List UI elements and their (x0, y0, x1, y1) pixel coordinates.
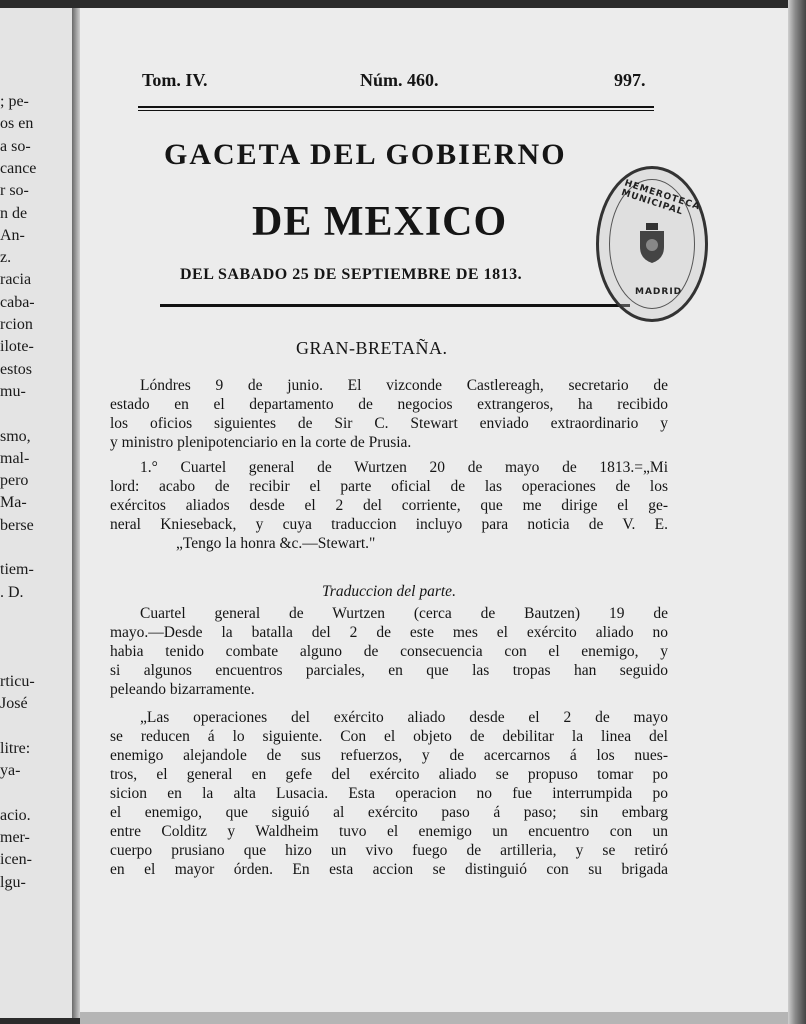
text-line: peleando bizarramente. (110, 681, 255, 698)
header-rule-bottom (138, 110, 654, 111)
left-page-fragment: os en (0, 115, 34, 133)
text-line: sicion en la alta Lusacia. Esta operacion no fue interrumpida po (110, 785, 668, 802)
left-page-fragment: ; pe- (0, 93, 29, 110)
text-line: Cuartel general de Wurtzen (cerca de Bautzen) 19 de (140, 605, 668, 622)
text-line: exércitos aliados desde el 2 del corriente, que me dirige el ge- (110, 497, 668, 514)
bottom-page-edge (80, 1012, 788, 1024)
left-page-fragment: . D. (0, 583, 24, 601)
masthead-dateline: DEL SABADO 25 DE SEPTIEMBRE DE 1813. (180, 266, 523, 283)
left-page-fragment: rticu- (0, 672, 35, 690)
subtitle: Traduccion del parte. (322, 583, 456, 600)
gazette-page (80, 8, 788, 1012)
left-page-fragment: racia (0, 271, 32, 289)
stamp-top-text: HEMEROTECA MUNICIPAL (619, 178, 702, 218)
left-page-fragment: cance (0, 159, 37, 177)
left-page-fragment: smo, (0, 427, 31, 445)
section-title: GRAN-BRETAÑA. (296, 338, 448, 358)
left-page-fragment: pero (0, 472, 29, 490)
masthead-rule (160, 304, 630, 307)
library-stamp (596, 166, 708, 322)
paragraph-3 (110, 604, 668, 699)
text-line: „Tengo la honra &c.—Stewart." (176, 535, 376, 552)
text-line: 1.° Cuartel general de Wurtzen 20 de mayo de 1813.=„Mi (140, 459, 668, 476)
left-page-fragment: a so- (0, 137, 31, 155)
text-line: los oficios siguientes de Sir C. Stewart enviado extraordinario y (110, 415, 668, 432)
text-line: tros, el general en gefe del exército aliado se propuso tomar po (110, 766, 668, 783)
issue-number: Núm. 460. (360, 70, 439, 90)
left-page-fragment: ilote- (0, 338, 34, 356)
text-line: en el mayor órden. En esta accion se distinguió con su brigada (110, 861, 668, 878)
text-line: el enemigo, que siguió al exército paso á paso; sin embarg (110, 804, 668, 821)
left-page-fragment: n de (0, 204, 28, 222)
left-page-fragment: rcion (0, 316, 33, 333)
paragraph-2 (110, 458, 668, 553)
stamp-bottom-text: MADRID (635, 287, 683, 297)
text-line: si algunos encuentros parciales, en que las tropas han seguido (110, 662, 668, 679)
left-page-fragment: tiem- (0, 561, 34, 579)
paragraph-1 (110, 376, 668, 452)
left-page-fragment: Ma- (0, 494, 27, 512)
text-line: y ministro plenipotenciario en la corte de Prusia. (110, 434, 412, 451)
left-page-fragment: mal- (0, 449, 30, 467)
left-page-fragment: icen- (0, 851, 32, 869)
left-page-fragment: estos (0, 360, 32, 378)
coat-of-arms-icon (632, 221, 672, 265)
left-page-fragment: mu- (0, 382, 26, 400)
text-line: Lóndres 9 de junio. El vizconde Castlereagh, secretario de (140, 377, 668, 394)
left-page-fragment: acio. (0, 806, 31, 824)
right-page-edge (788, 0, 806, 1024)
subtitle-block (110, 582, 668, 601)
left-page-fragment: z. (0, 249, 12, 267)
paragraph-4 (110, 708, 668, 879)
text-line: habia tenido combate alguno de consecuencia con el enemigo, y (110, 643, 668, 660)
header-rule-top (138, 106, 654, 108)
volume-number: Tom. IV. (142, 70, 208, 90)
left-page-fragment: r so- (0, 182, 29, 200)
left-page-fragment: litre: (0, 739, 31, 757)
text-line: entre Colditz y Waldheim tuvo el enemigo un encuentro con un (110, 823, 668, 840)
left-page-fragment: José (0, 695, 28, 713)
left-page-fragment: mer- (0, 828, 30, 846)
text-line: estado en el departamento de negocios extrangeros, ha recibido (110, 396, 668, 413)
page-number: 997. (614, 70, 646, 90)
text-line: lord: acabo de recibir el parte oficial de las operaciones de los (110, 478, 668, 495)
text-line: enemigo alejandole de sus refuerzos, y de acercarnos á los nues- (110, 747, 668, 764)
text-line: „Las operaciones del exército aliado desde el 2 de mayo (140, 709, 668, 726)
left-page-fragment: ya- (0, 762, 21, 779)
text-line: se reducen á lo siguiente. Con el objeto de debilitar la linea del (110, 728, 668, 745)
left-page-margin (0, 8, 74, 1018)
masthead-title-line1: GACETA DEL GOBIERNO (164, 138, 567, 171)
book-gutter (72, 8, 80, 1018)
left-page-fragment: An- (0, 226, 25, 244)
left-page-fragment: berse (0, 516, 34, 534)
text-line: neral Knieseback, y cuya traduccion incluyo para noticia de V. E. (110, 516, 668, 533)
masthead-title-line2: DE MEXICO (252, 199, 508, 245)
text-line: mayo.—Desde la batalla del 2 de este mes el exército aliado no (110, 624, 668, 641)
left-page-fragment: lgu- (0, 873, 26, 891)
text-line: cuerpo prusiano que hizo un vivo fuego de artilleria, y se retiró (110, 842, 668, 859)
left-page-fragment: caba- (0, 293, 35, 311)
